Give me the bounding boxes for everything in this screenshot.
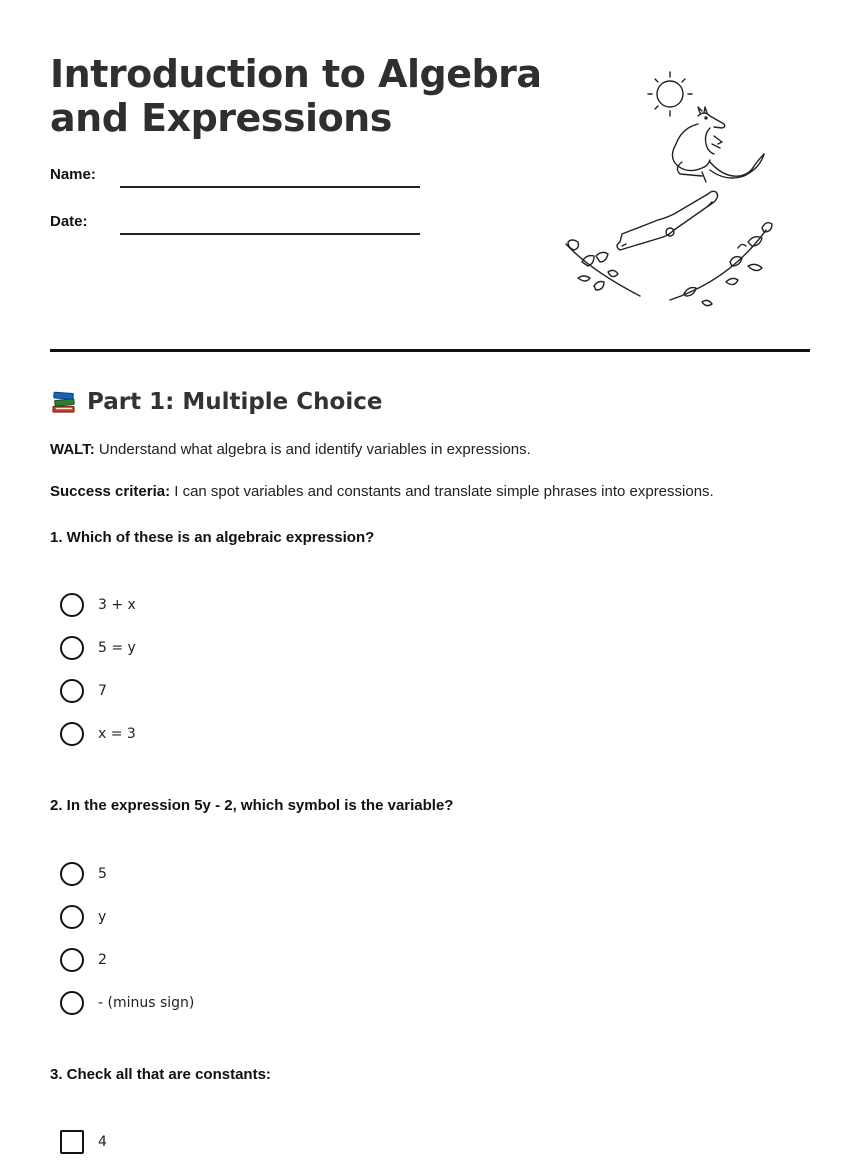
question-1: 1. Which of these is an algebraic expression? [50, 529, 375, 546]
checkbox[interactable] [60, 1130, 84, 1154]
q1-option-2[interactable] [60, 636, 136, 660]
radio-button[interactable] [60, 948, 84, 972]
option-label: 7 [98, 683, 107, 699]
radio-button[interactable] [60, 991, 84, 1015]
sun-icon [648, 72, 692, 116]
name-label: Name: [50, 166, 96, 183]
date-label: Date: [50, 213, 88, 230]
worksheet-title [50, 52, 570, 140]
option-label: 3 + x [98, 597, 136, 613]
walt-label: WALT: [50, 441, 95, 458]
radio-button[interactable] [60, 593, 84, 617]
date-field [50, 213, 420, 237]
radio-button[interactable] [60, 862, 84, 886]
name-line[interactable] [120, 186, 420, 188]
title-line-1: Introduction to Algebra [50, 52, 542, 96]
success-label: Success criteria: [50, 483, 171, 500]
boomerang-icon [617, 191, 718, 250]
option-label: 5 [98, 866, 107, 882]
q1-option-1[interactable] [60, 593, 136, 617]
date-line[interactable] [120, 233, 420, 235]
option-label: - (minus sign) [98, 995, 195, 1011]
q3-option-1[interactable] [60, 1130, 107, 1154]
radio-button[interactable] [60, 722, 84, 746]
radio-button[interactable] [60, 636, 84, 660]
radio-button[interactable] [60, 905, 84, 929]
radio-button[interactable] [60, 679, 84, 703]
q2-option-1[interactable] [60, 862, 107, 886]
success-text: I can spot variables and constants and translate simple phrases into expressions. [170, 483, 714, 500]
leaves-left-icon [566, 240, 640, 296]
option-label: 5 = y [98, 640, 136, 656]
part1-heading [50, 388, 382, 415]
title-line-2: and Expressions [50, 96, 392, 140]
kangaroo-boomerang-illustration [552, 66, 782, 316]
option-label: 2 [98, 952, 107, 968]
name-field [50, 166, 420, 190]
q1-option-4[interactable] [60, 722, 136, 746]
q2-option-4[interactable] [60, 991, 194, 1015]
walt-statement [50, 441, 531, 458]
question-2: 2. In the expression 5y - 2, which symbol is the variable? [50, 797, 454, 814]
success-criteria [50, 483, 714, 500]
option-label: 4 [98, 1134, 107, 1150]
q1-option-3[interactable] [60, 679, 107, 703]
walt-text: Understand what algebra is and identify variables in expressions. [94, 441, 531, 458]
q2-option-2[interactable] [60, 905, 106, 929]
q2-option-3[interactable] [60, 948, 107, 972]
question-3: 3. Check all that are constants: [50, 1066, 271, 1083]
books-icon [50, 388, 77, 415]
header-divider [50, 349, 810, 352]
leaves-right-icon [670, 223, 772, 306]
option-label: x = 3 [98, 726, 136, 742]
kangaroo-icon [672, 107, 764, 182]
part1-title: Part 1: Multiple Choice [87, 388, 383, 415]
option-label: y [98, 909, 107, 925]
